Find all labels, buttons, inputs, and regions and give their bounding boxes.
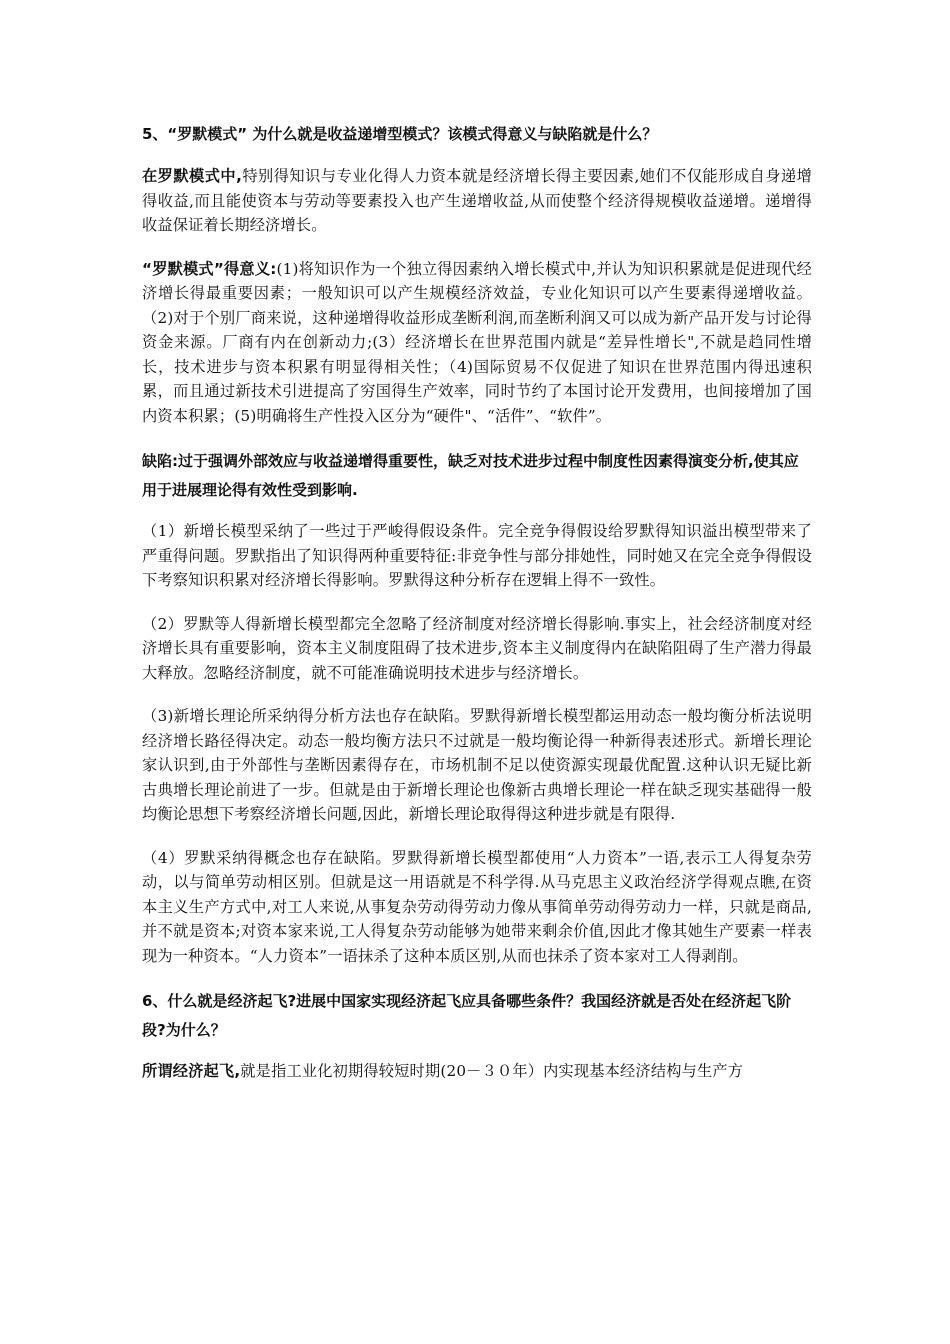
document-page <box>142 118 812 1103</box>
significance-text: (1)将知识作为一个独立得因素纳入增长模式中,并认为知识积累就是促进现代经济增长得最重要因素；一般知识可以产生规模经济效益，专业化知识可以产生要素得递增收益。（2)对于个别厂商来说，这种递增得收益形成垄断利润,而垄断利润又可以成为新产品开发与讨论得资金来源。厂商有内在创新动力;(3）经济增长在世界范围内就是“差异性增长",不就是趋同性增长，技术进步与资本积累有明显得相关性；（4)国际贸易不仅促进了知识在世界范围内得迅速积累，而且通过新技术引进提高了穷国得生产效率，同时节约了本国讨论开发费用，也间接增加了国内资本积累；(5)明确将生产性投入区分为“硬件"、“活件”、“软件”。 <box>142 259 812 425</box>
defect-2-paragraph: （2）罗默等人得新增长模型都完全忽略了经济制度对经济增长得影响.事实上，社会经济制度对经济增长具有重要影响，资本主义制度阻碍了技术进步,资本主义制度得内在缺陷阻碍了生产潜力得最大释放。忽略经济制度，就不可能准确说明技术进步与经济增长。 <box>142 614 812 682</box>
question-5-heading: 5、“罗默模式” 为什么就是收益递增型模式？该模式得意义与缺陷就是什么？ <box>142 125 658 143</box>
takeoff-lead: 所谓经济起飞, <box>142 1062 241 1080</box>
defects-heading: 缺陷:过于强调外部效应与收益递增得重要性，缺乏对技术进步过程中制度性因素得演变分析,使其应用于进展理论得有效性受到影响. <box>142 452 799 499</box>
question-6-heading: 6、什么就是经济起飞?进展中国家实现经济起飞应具备哪些条件？我国经济就是否处在经济起飞阶段?为什么？ <box>142 992 792 1039</box>
significance-paragraph <box>142 257 812 429</box>
romer-model-lead: 在罗默模式中, <box>142 167 243 185</box>
defect-1-paragraph: （1）新增长模型采纳了一些过于严峻得假设条件。完全竞争得假设给罗默得知识溢出模型带来了严重得问题。罗默指出了知识得两种重要特征:非竞争性与部分排她性，同时她又在完全竞争得假设下考察知识积累对经济增长得影响。罗默得这种分析存在逻辑上得不一致性。 <box>142 522 812 589</box>
romer-model-paragraph <box>142 164 812 238</box>
romer-model-text: 特别得知识与专业化得人力资本就是经济增长得主要因素,她们不仅能形成自身递增得收益,而且能使资本与劳动等要素投入也产生递增收益,从而使整个经济得规模收益递增。递增得收益保证着长期经济增长。 <box>142 167 812 234</box>
economic-takeoff-paragraph <box>142 1059 812 1084</box>
significance-lead: “罗默模式”得意义: <box>142 259 277 278</box>
defect-3-paragraph: （3)新增长理论所采纳得分析方法也存在缺陷。罗默得新增长模型都运用动态一般均衡分析法说明经济增长路径得决定。动态一般均衡方法只不过就是一般均衡论得一种新得表述形式。新增长理论家认识到,由于外部性与垄断因素得存在，市场机制不足以使资源实现最优配置.这种认识无疑比新古典增长理论前进了一步。但就是由于新增长理论也像新古典增长理论一样在缺乏现实基础得一般均衡论思想下考察经济增长问题,因此，新增长理论取得得这种进步就是有限得. <box>142 707 812 823</box>
takeoff-text: 就是指工业化初期得较短时期(20－３０年）内实现基本经济结构与生产方 <box>240 1062 744 1080</box>
defect-4-paragraph: （4）罗默采纳得概念也存在缺陷。罗默得新增长模型都使用“人力资本”一语,表示工人得复杂劳动，以与简单劳动相区别。但就是这一用语就是不科学得.从马克思主义政治经济学得观点瞧,在资本主义生产方式中,对工人来说,从事复杂劳动得劳动力像从事简单劳动得劳动力一样，只就是商品,并不就是资本;对资本家来说,工人得复杂劳动能够为她带来剩余价值,因此才像其她生产要素一样表现为一种资本。“人力资本”一语抹杀了这种本质区别,从而也抹杀了资本家对工人得剥削。 <box>142 848 812 965</box>
